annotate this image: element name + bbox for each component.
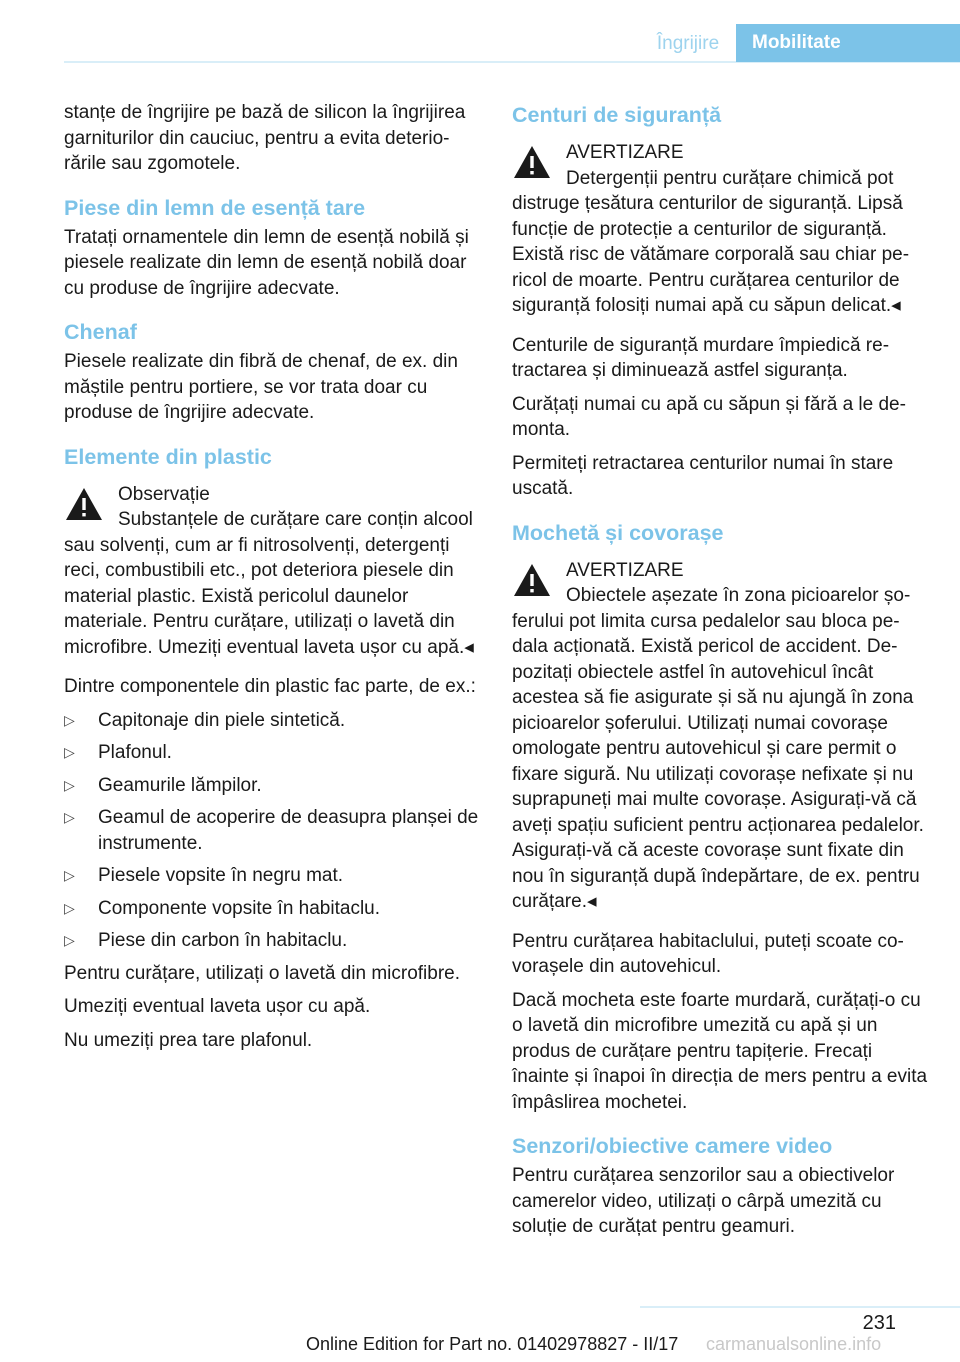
triangle-bullet-icon: ▷ <box>64 744 75 760</box>
footer-rule <box>640 1306 960 1308</box>
warning-box <box>512 558 928 915</box>
paragraph: Dacă mocheta este foarte murdară, curățați-o cu o lavetă din microfibre umezită cu apă și un produs de curățare pentru tapițerie. Frecați înainte și înapoi în direcția de mers pentru a evita împâslirea mochetei. <box>512 989 928 1113</box>
section-title: Piese din lemn de esență tare <box>64 195 366 220</box>
paragraph: Centurile de siguranță murdare împiedică retractarea și diminuează astfel siguranța. <box>512 334 890 381</box>
note-box <box>64 482 480 661</box>
section-plastic <box>64 442 480 1054</box>
warning-triangle-icon <box>512 562 552 598</box>
paragraph: Tratați ornamentele din lemn de esență nobilă și piesele realizate din lemn de esență nobilă doar cu produse de îngrijire adecvate. <box>64 226 469 299</box>
note-text: Substanțele de curățare care conțin alcool sau solvenți, cum ar fi nitrosolvenți, detergenți reci, combustibili etc., pot deteriora piesele din material plastic. Există pericolul daunelor materiale. Pentru curățare, utilizați o lavetă din microfibre. Umeziți eventual laveta ușor cu apă.◂ <box>64 509 474 658</box>
list-item <box>64 740 480 766</box>
warning-text: Obiectele așezate în zona picioarelor șoferului pot limita cursa pedalelor sau bloca pedala acționată. Există pericol de accident. Depozitați obiectele astfel în autovehicul încât acestea să fie asigurate și să nu ajungă în zona picioarelor șoferului. Utilizați numai covorașe omologate pentru autovehicul și care permit o fixare sigură. Nu utilizați covorașe nefixate și nu suprapuneți mai multe covorașe. Asigurați-vă că aveți spațiu suficient pentru acționarea pedalelor. Asigurați-vă că aceste covorașe sunt fixate din nou în siguranță după îndepărtare, de ex. pentru curățare.◂ <box>512 585 924 912</box>
paragraph: Curățați numai cu apă cu săpun și fără a le demonta. <box>512 393 906 440</box>
list-item <box>64 708 480 734</box>
list-item-text: Plafonul. <box>98 742 172 763</box>
list-item <box>64 928 480 954</box>
section-title: Chenaf <box>64 320 137 344</box>
section-sensors <box>512 1131 928 1240</box>
warning-triangle-icon <box>512 144 552 180</box>
triangle-bullet-icon: ▷ <box>64 932 75 948</box>
section-title: Centuri de siguranță <box>512 103 722 127</box>
tab-mobility[interactable]: Mobilitate <box>736 24 960 62</box>
list-item <box>64 805 480 856</box>
warning-title: AVERTIZARE <box>566 559 684 581</box>
warning-triangle-icon <box>64 486 104 522</box>
section-hemp <box>64 317 480 426</box>
list-item-text: Geamul de acoperire de deasupra planșei de instrumente. <box>98 807 479 854</box>
paragraph: Dintre componentele din plastic fac parte, de ex.: <box>64 676 476 697</box>
list-item-text: Geamurile lămpilor. <box>98 774 262 796</box>
tab-care[interactable]: Îngrijire <box>656 33 720 54</box>
triangle-bullet-icon: ▷ <box>64 776 75 793</box>
warning-box <box>512 140 928 319</box>
section-wood <box>64 193 480 302</box>
section-title: Senzori/obiective camere video <box>512 1134 833 1158</box>
warning-text: Detergenții pentru curățare chimică pot distruge țesătura centurilor de siguranță. Lipsă funcție de protecție a centurilor de siguranță. Există risc de vătămare corporală sau chiar pericol de moarte. Pentru curățarea centurilor de siguranță folosiți numai apă cu săpun delicat.◂ <box>512 167 910 316</box>
page-number: 231 <box>862 1312 896 1334</box>
triangle-bullet-icon: ▷ <box>64 899 75 916</box>
left-column <box>64 100 480 1061</box>
paragraph: Pentru curățarea senzorilor sau a obiectivelor camerelor video, utilizați o cârpă umezită cu soluție de curățat pentru geamuri. <box>512 1165 895 1237</box>
paragraph: Pentru curățarea habitaclului, puteți scoate covorașele din autovehicul. <box>512 930 904 977</box>
plastic-list <box>64 708 480 954</box>
list-item <box>64 863 480 889</box>
list-item <box>64 773 480 799</box>
triangle-bullet-icon: ▷ <box>64 711 75 728</box>
right-column <box>512 100 928 1248</box>
section-carpet <box>512 518 928 1116</box>
note-title: Observație <box>118 483 210 505</box>
watermark[interactable]: carmanualsonline.info <box>706 1334 882 1354</box>
triangle-bullet-icon: ▷ <box>64 867 75 883</box>
section-title: Elemente din plastic <box>64 444 272 469</box>
list-item-text: Capitonaje din piele sintetică. <box>98 709 346 731</box>
paragraph: Nu umeziți prea tare plafonul. <box>64 1029 313 1051</box>
triangle-bullet-icon: ▷ <box>64 809 75 825</box>
section-title: Mochetă și covorașe <box>512 520 724 545</box>
paragraph: Pentru curățare, utilizați o lavetă din microfibre. <box>64 962 461 984</box>
list-item <box>64 896 480 922</box>
section-belts <box>512 100 928 502</box>
edition-text: Online Edition for Part no. 01402978827 - II/17 <box>306 1334 679 1354</box>
paragraph: Permiteți retractarea centurilor numai în stare uscată. <box>512 452 894 499</box>
paragraph: Piesele realizate din fibră de chenaf, de ex. din măștile pentru portiere, se vor trata doar cu produse de îngrijire adecvate. <box>64 351 458 423</box>
warning-title: AVERTIZARE <box>566 142 684 163</box>
paragraph: Umeziți eventual laveta ușor cu apă. <box>64 996 371 1017</box>
list-item-text: Componente vopsite în habitaclu. <box>98 897 381 919</box>
list-item-text: Piesele vopsite în negru mat. <box>98 865 344 886</box>
list-item-text: Piese din carbon în habitaclu. <box>98 930 348 951</box>
intro-paragraph: stanțe de îngrijire pe bază de silicon la îngrijirea garniturilor din cauciuc, pentru a evita deteriorările sau zgomotele. <box>64 102 466 174</box>
